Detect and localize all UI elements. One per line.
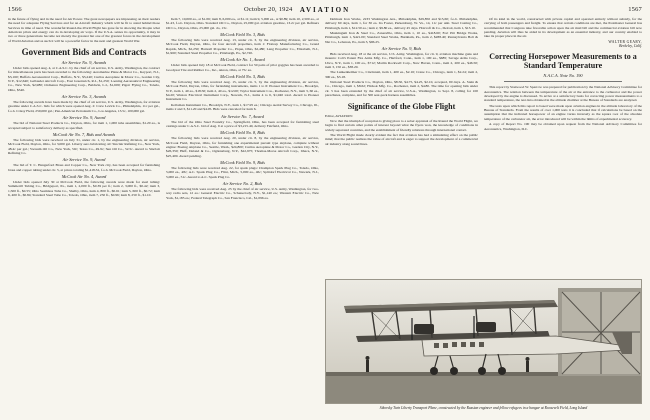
report-paragraph: The tests upon which this report is based were made upon aviation engines in the altitude laboratory of the Bureau of Standards. From the results of over 1,000 tests it is concluded that if calculations be based on the assumption that the indicated horsepower of an engine varies inversely as the square root of the absolute temperature of the carburetor air, the error introduced will be within the limits of experimental accuracy. [484, 103, 642, 121]
column-4 [484, 17, 642, 275]
contract-paragraph: Under bids opened July 18 at McCook Field, contract for 50 pairs of pilot goggles has been awarded to Goodyear Tire and Rubber Co., Inc., Akron, Ohio, at 75c ea. [166, 63, 319, 72]
airplane-in-hangar-image [326, 280, 642, 404]
contract-paragraph: Muskingum Iron & Steel Co., Zanesville, Ohio, item 1, 10 ea., $418.60; Fort Pitt Bridge Works, Pittsburgh, item 1, $421.00; Standard Steel Works, Burnham, Pa., item 2, $288.40; Pennsylvania Bolt & Nut Co., Lebanon, Pa., item 3, $96.25. [325, 31, 478, 44]
contract-heading: McCook Field No. 3, Bids [220, 32, 265, 38]
contract-heading: Air Service No. 2, Bids [222, 180, 263, 186]
page-number-left: 1566 [8, 6, 22, 13]
contract-heading: Air Service No. 9, Awards [61, 60, 107, 66]
contract-heading: Air Service No. 3, Awards [61, 94, 107, 100]
column-2 [166, 17, 319, 415]
contract-paragraph: The bid of T. C. Hangerford Brass and Copper Co., New York city, has been accepted for furnishing brass and copper tubing under cir. 5, at prices totaling $1,418.32, f.o.b. McCook Field, Dayton, Ohio. [8, 163, 160, 172]
journal-title: AVIATION [299, 6, 351, 14]
contract-paragraph: The following awards have been made by the chief of air service, U.S. Army, Washington, for aviation gasoline under C.A.S.C. bids for which were opened Aug. 2: Crew Levick Co., Philadelphia, 11c per gal., f.o.b. Crissy Field, 250,000 gal.; Pan-American Petroleum Co., Los Angeles, 13.5c, 100,000 gal. [8, 100, 160, 113]
contract-heading: Air Service No. 9, Award [62, 157, 106, 163]
contract-paragraph: The bid of National Steel Products Co., Dayton, Ohio, for item 1, 1,000 tube assemblies, $1.20 ea., is accepted subject to satisfactory delivery as specified. [8, 121, 160, 130]
contract-paragraph: Delmont Iron Works, 2233 Washington Ave., Philadelphia, $29,850 and $15,60; f.o.b. Philadelphia, delivery 60 days, item 1, for 30 ea. Ira Foster, Parkersburg, W. Va., 14, 11c per unit. Steel Casting Co., Pittsburgh, item 1, $12.50 ea.; item 2, $9.80 ea., delivery 45 days. Holcroft & Co., Detroit, item 1, $13.10. [325, 17, 478, 30]
contract-paragraph: National Steel Products Co., Dayton, Ohio, $8.50, $4.75, $4.25, $2.10, accepted, 90 days. A. Stein & Co., Chicago, item 1, $8.62; Hickok Mfg. Co., Rochester, item 2, $4.80. The time for opening bids under cir. 5 has been extended by the chief of air service, U.S.A., Washington, to Sept. 8, calling for 100 parachutes, complete, and for 500 seat-pack harness assemblies. [325, 80, 478, 98]
contract-paragraph: The Lunkenheimer Co., Cincinnati, item 1, 400 ea., $2.16; Crane Co., Chicago, item 1, $2.24; item 2, 300 ea., $3.18. [325, 70, 478, 79]
contract-heading: McCook Field No. 8, Bids [220, 130, 265, 136]
contract-paragraph: Item 7, 10,000 ea., at $1.06; item 8, 6,000 ea., at $1.11; item 9, 5,000 ea., at $0.89; item 10, 2,500 ea., at $1.43, f.o.b. Dayton, Ohio. Standard Oil Co., Dayton, 25,000 gal. aviation gasoline, 13.2c per gal. Refiners Oil Co., Dayton, Ohio, 25,000 gal. do, 13c. [166, 17, 319, 30]
contract-heading: Air Service No. 7, Award [221, 113, 264, 119]
contract-heading: McCook Field No. 5, Bids [220, 74, 265, 80]
contract-heading: McCook Field No. 9, Bids [220, 159, 265, 165]
contract-paragraph: Under bids opened Aug. 4, at C.A.S.C. by the chief of air service, U.S. Army, Washington, the contract for miscellaneous parts has been awarded to the following: Aeromarine Plane & Motor Co., Keyport, N.J., $3,160; Buffalo Aeronautical Corp., Buffalo, N.Y., $5,240; Curtiss Aeroplane & Motor Co., Garden City, N.Y., $12,640; Gallaudet Aircraft Corp., East Greenwich, R.I., $1,250; Loening Aeronautical Engineering Co., New York, $2,980; Ordnance Engineering Corp., Baldwin, L.I., $1,600; Pigott Flying Co., Toledo, Ohio, $540. [8, 66, 160, 92]
column-1 [8, 17, 160, 415]
section-title-government-bids: Government Bids and Contracts [21, 47, 147, 58]
contract-heading: McCook Air No. 7, Bids and Awards [52, 131, 116, 137]
contract-heading: McCook Air No. 4, Award [61, 173, 107, 179]
report-paragraph: A copy of Report No. 190 may be obtained upon request from the National Advisory Committee for Aeronautics, Washington, D.C. [484, 122, 642, 131]
column-3 [325, 17, 478, 275]
contract-list-continued [325, 17, 478, 98]
contract-paragraph: The following bids were received Aug. 25 by the chief of air service, U.S. Army, Washington, for two-way radio sets, 12 ea.: General Electric Co., Schenectady, N.Y., $1,140 ea.; Western Electric Co., New York, $1,185 ea.; Federal Telegraph Co., San Francisco, Cal., $1,096 ea. [166, 186, 319, 200]
contract-paragraph: The following bids were received Aug. 22, for spark plugs: Champion Spark Plug Co., Toledo, Ohio, 5,000 ea., 48c; A.C. Spark Plug Co., Flint, Mich., 5,000 ea., 46c; Splitdorf Electrical Co., Newark, N.J., 5,000 ea., 51c. Award to A.C. Spark Plug Co. [166, 165, 319, 179]
letter-salutation: Editor, AVIATION: [325, 113, 353, 118]
intro-paragraph: in the future of flying and in the need for Air Power. The great newspapers are impressing on their readers the need for adequate Flying Services and for an Aircraft Industry which will be fit to stand behind those Services in time of need. The wonderful Round-the-World Flight has gone far in showing the People what American pilots and energy can do in developing air ways. If the U.S.A. seizes its opportunity, it may in two or three generations become not merely the greatest but one of the greatest forces in the development of World Aviation and as such it will be a powerful factor in the next and greatest World War. [8, 17, 160, 43]
contract-paragraph: The following bids were received Aug. 15, under cir. 5, by the engineering division, air service, McCook Field, Dayton, Ohio, for furnishing instruments, items 1 to 6: Pioneer Instrument Co., Brooklyn, N.Y., item 1, 40 ea., $18.50; item 2, 40 ea., $12.00; Taylor Instrument Cos., Rochester, N.Y., item 3, 60 ea., $4.20; Weston Electrical Instrument Corp., Newark, N.J., items 4 to 6, $1,940 total. Award to Pioneer Instrument Co. [166, 80, 319, 102]
photo-caption: Sikorsky Twin Liberty Transport Plane, constructed by the Russian engineer and fellow refugees in a hangar at Roosevelt Field, Long Island [379, 406, 588, 410]
contract-heading: Air Service No. 9, Award [62, 115, 106, 121]
contract-heading: Air Service No. 9, Bids [381, 46, 422, 52]
contract-list-continued [166, 17, 319, 200]
letter-paragraph: The World Flight made clearly evident the fact that aviation has had a stimulating effect on the public mind; that the public realizes the value of aircraft and is eager to support the development of a commercial air industry along sound lines. [325, 132, 478, 146]
letter-continued-paragraph: Of its kind in the world, constructed with private capital and operated entirely without subsidy, for the carrying of both passengers and freight. To ensure that certain conditions are met, the Postmaster General has recommended that Congress take favorable action upon the air mail bill and the commercial aviation bill now pending. Aviation will thus be aided in its development as an essential industry, and our country enabled to take its proper place in the air. [484, 17, 642, 39]
section-title-horsepower: Correcting Horsepower Measurements to a Standard Temperature [489, 52, 637, 71]
section-subtitle-naca-note: N.A.C.A. Note No. 190 [543, 73, 583, 79]
letter-paragraph: Now that the triumph of reception is giving place to a sober appraisal of the Round the World Flight, we begin to find certain other points of interest beyond what the flyers won, the knowledge of conditions in widely separated countries, and the establishment of friendly relations through international contact. [325, 118, 478, 132]
report-paragraph: This report by Stanwood W. Sparrow was prepared for publication by the National Advisory Committee for Aeronautics. The relation between the temperature of the air at the entrance to the carburetor and the power developed by the engine is discussed. To arrive at a satisfactory basis for correcting power measurements to a standard temperature, the test data obtained in the altitude chamber at the Bureau of Standards are analyzed. [484, 85, 642, 103]
section-title-globe-flight: Significance of the Globe Flight [347, 101, 456, 111]
contract-paragraph: The following bids were received Aug. 13, under cir. 3, by the engineering division, air service, McCook Field, Dayton, Ohio, for four aircraft propellers, item 1: Flottorp Manufacturing Co., Grand Rapids, Mich., $2,250; Hartzell Propeller Co., Piqua, Ohio, $2,480; Lang Propeller Co., Elizabeth, N.J., $1,960; Standard Steel Propeller Co., Pittsburgh, Pa., $2,720. [166, 38, 319, 56]
contract-paragraph: The following bids were received Aug. 20, under cir. 8, by the engineering division, air service, McCook Field, Dayton, Ohio, for furnishing one experimental pursuit type airplane, complete without engine: Boeing Airplane Co., Seattle, Wash., $24,800; Curtiss Aeroplane & Motor Co., Garden City, N.Y., $26,350; Huff, Daland & Co., Ogdensburg, N.Y., $22,975; Thomas-Morse Aircraft Corp., Ithaca, N.Y., $25,400. Award pending. [166, 136, 319, 158]
contract-paragraph: Under bids opened July 30 at McCook Field, the following awards were made for steel tubing: Summerill Tubing Co., Bridgeport, Pa., item 1, 2,000 ft., $0.39 per ft.; item 2, 3,000 ft., $0.42; item 3, 1,500 ft., $0.55; Ohio Seamless Tube Co., Shelby, Ohio, item 4, 800 ft., $0.61; item 5, 600 ft., $0.72; item 6, 400 ft., $0.84; Standard Steel Tube Co., Toledo, Ohio, item 7, 250 ft., $0.96; item 8, 250 ft., $1.10. [8, 179, 160, 197]
running-header [8, 6, 642, 16]
contract-list [8, 60, 160, 197]
letter-signature-name: WALTER GEARY, [608, 39, 642, 44]
contract-paragraph: The following bids were received on July 31, under cir. 1, by the engineering division, air service, McCook Field, Dayton, Ohio, for 3,000 gal. Liberty aero lubricating oil: Sinclair Refining Co., New York, 48.4c per gal.; Vacuum Oil Co., New York, 50c; Texas Co., 49.9c; Sun Oil Co., 52.5c. Award to Sinclair Refining Co. [8, 137, 160, 155]
contract-paragraph: The bid of the Ohio Steel Foundry Co., Springfield, Ohio, has been accepted for furnishing steel castings under C.A.S.C. bid of Aug. 9 at a price of $3,215.40, delivery Fairfield, Ohio. [166, 119, 319, 128]
letter-signature-place: Berkeley, Calif. [619, 44, 642, 49]
sikorsky-transport-photo [325, 279, 642, 404]
contract-paragraph: Kollsman Instrument Co., Brooklyn, N.Y., item 1, $17.95 ea.; Chicago Aerial Survey Co., Chicago, Ill., items 2 and 3, $11.20 and $4.05. Bids were canceled for item 6. [166, 102, 319, 112]
divider [504, 81, 622, 82]
issue-date: October 20, 1924 [244, 6, 293, 13]
page-number-right: 1567 [628, 6, 642, 13]
contract-paragraph: Bids received Aug. 18 at the air service, U.S. Army, Washington, for cir. 9, aviation machine guns and mounts: Colt's Patent Fire Arms Mfg. Co., Hartford, Conn., item 1, 100 ea., $685; Savage Arms Corp., Utica, N.Y., item 1, 100 ea., $712; Marlin Rockwell Corp., New Haven, Conn., item 2, 200 ea., $46.50; item 3, 150 ea., $38.20. [325, 52, 478, 70]
contract-heading: McCook Air No. 1, Award [220, 57, 265, 63]
